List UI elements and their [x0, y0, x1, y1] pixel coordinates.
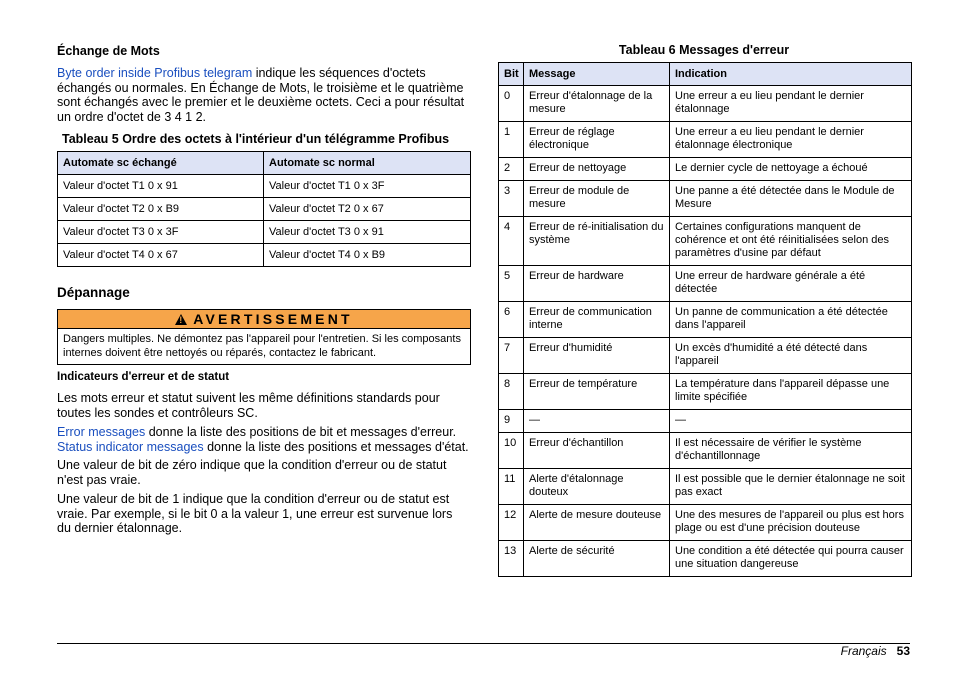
link-byte-order[interactable]: Byte order inside Profibus telegram	[57, 66, 253, 80]
table-row: 4 Erreur de ré-initialisation du système Certaines configurations manquent de cohérence et ont été réinitialisées selon des paramètres d'usine par défaut	[499, 217, 912, 266]
table6-header: Indication	[670, 63, 912, 86]
section-title-depannage: Dépannage	[57, 285, 130, 300]
page-number: 53	[896, 644, 910, 658]
table5-caption: Tableau 5 Ordre des octets à l'intérieur d'un télégramme Profibus	[62, 132, 450, 146]
link-status-indicator-messages[interactable]: Status indicator messages	[57, 439, 204, 454]
table6-header: Message	[524, 63, 670, 86]
footer	[700, 644, 910, 658]
table-row: 9 — —	[499, 410, 912, 433]
paragraph-definitions: Les mots erreur et statut suivent les même définitions standards pour toutes les sondes et contrôleurs SC.	[57, 391, 440, 420]
warning-label: AVERTISSEMENT	[193, 311, 353, 327]
warning-triangle-icon: !	[175, 314, 187, 325]
section-title-echange: Échange de Mots	[57, 44, 160, 58]
table-row: 13 Alerte de sécurité Une condition a été détectée qui pourra causer une situation dangereuse	[499, 541, 912, 577]
paragraph-bit-one: Une valeur de bit de 1 indique que la condition d'erreur ou de statut est vraie. Par exemple, si le bit 0 a la valeur 1, une erreur est survenue lors du dernier étalonnage.	[57, 492, 453, 535]
paragraph-bit-zero: Une valeur de bit de zéro indique que la condition d'erreur ou de statut n'est pas vraie.	[57, 458, 447, 487]
table-row: 5 Erreur de hardware Une erreur de hardware générale a été détectée	[499, 266, 912, 302]
footer-language: Français	[840, 644, 887, 658]
link-error-messages[interactable]: Error messages	[57, 425, 146, 439]
warning-box	[57, 309, 471, 365]
table-row: 6 Erreur de communication interne Un panne de communication a été détectée dans l'appareil	[499, 302, 912, 338]
table6-caption: Tableau 6 Messages d'erreur	[618, 43, 790, 57]
paragraph-message-links: Error messages donne la liste des positions de bit et messages d'erreur. Status indicator messages donne la liste des positions et messages d'état.	[57, 425, 469, 454]
warning-header	[58, 310, 470, 329]
table5-header: Automate sc normal	[264, 152, 471, 175]
table-row: 8 Erreur de température La température dans l'appareil dépasse une limite spécifiée	[499, 374, 912, 410]
table-error-messages	[498, 62, 912, 577]
table-row: Valeur d'octet T1 0 x 91 Valeur d'octet T1 0 x 3F	[58, 175, 471, 198]
indicators-title: Indicateurs d'erreur et de statut	[57, 371, 230, 383]
table-row: 7 Erreur d'humidité Un excès d'humidité a été détecté dans l'appareil	[499, 338, 912, 374]
table-row: 12 Alerte de mesure douteuse Une des mesures de l'appareil ou plus est hors plage ou est d'une précision douteuse	[499, 505, 912, 541]
table-row: Valeur d'octet T3 0 x 3F Valeur d'octet T3 0 x 91	[58, 221, 471, 244]
paragraph-echange: Byte order inside Profibus telegram indique les séquences d'octets échangés ou normales. En Échange de Mots, le troisième et le quatrième sont échangés avec le premier et le deuxième octets. Ceci a pour résultat un ordre d'octet de 3 4 1 2.	[57, 66, 465, 124]
table-byte-order	[57, 151, 471, 267]
warning-text: Dangers multiples. Ne démontez pas l'appareil pour l'entretien. Si les composants internes doivent être nettoyés ou réparés, contactez le fabricant.	[63, 333, 461, 359]
table6-header: Bit	[499, 63, 524, 86]
table5-header: Automate sc échangé	[58, 152, 264, 175]
table-row: 3 Erreur de module de mesure Une panne a été détectée dans le Module de Mesure	[499, 181, 912, 217]
table-row: Valeur d'octet T4 0 x 67 Valeur d'octet T4 0 x B9	[58, 244, 471, 267]
table-row: Valeur d'octet T2 0 x B9 Valeur d'octet T2 0 x 67	[58, 198, 471, 221]
table-row: 2 Erreur de nettoyage Le dernier cycle de nettoyage a échoué	[499, 158, 912, 181]
table-row: 11 Alerte d'étalonnage douteux Il est possible que le dernier étalonnage ne soit pas exact	[499, 469, 912, 505]
table-row: 10 Erreur d'échantillon Il est nécessaire de vérifier le système d'échantillonnage	[499, 433, 912, 469]
table-row: 1 Erreur de réglage électronique Une erreur a eu lieu pendant le dernier étalonnage électronique	[499, 122, 912, 158]
table-row: 0 Erreur d'étalonnage de la mesure Une erreur a eu lieu pendant le dernier étalonnage	[499, 86, 912, 122]
